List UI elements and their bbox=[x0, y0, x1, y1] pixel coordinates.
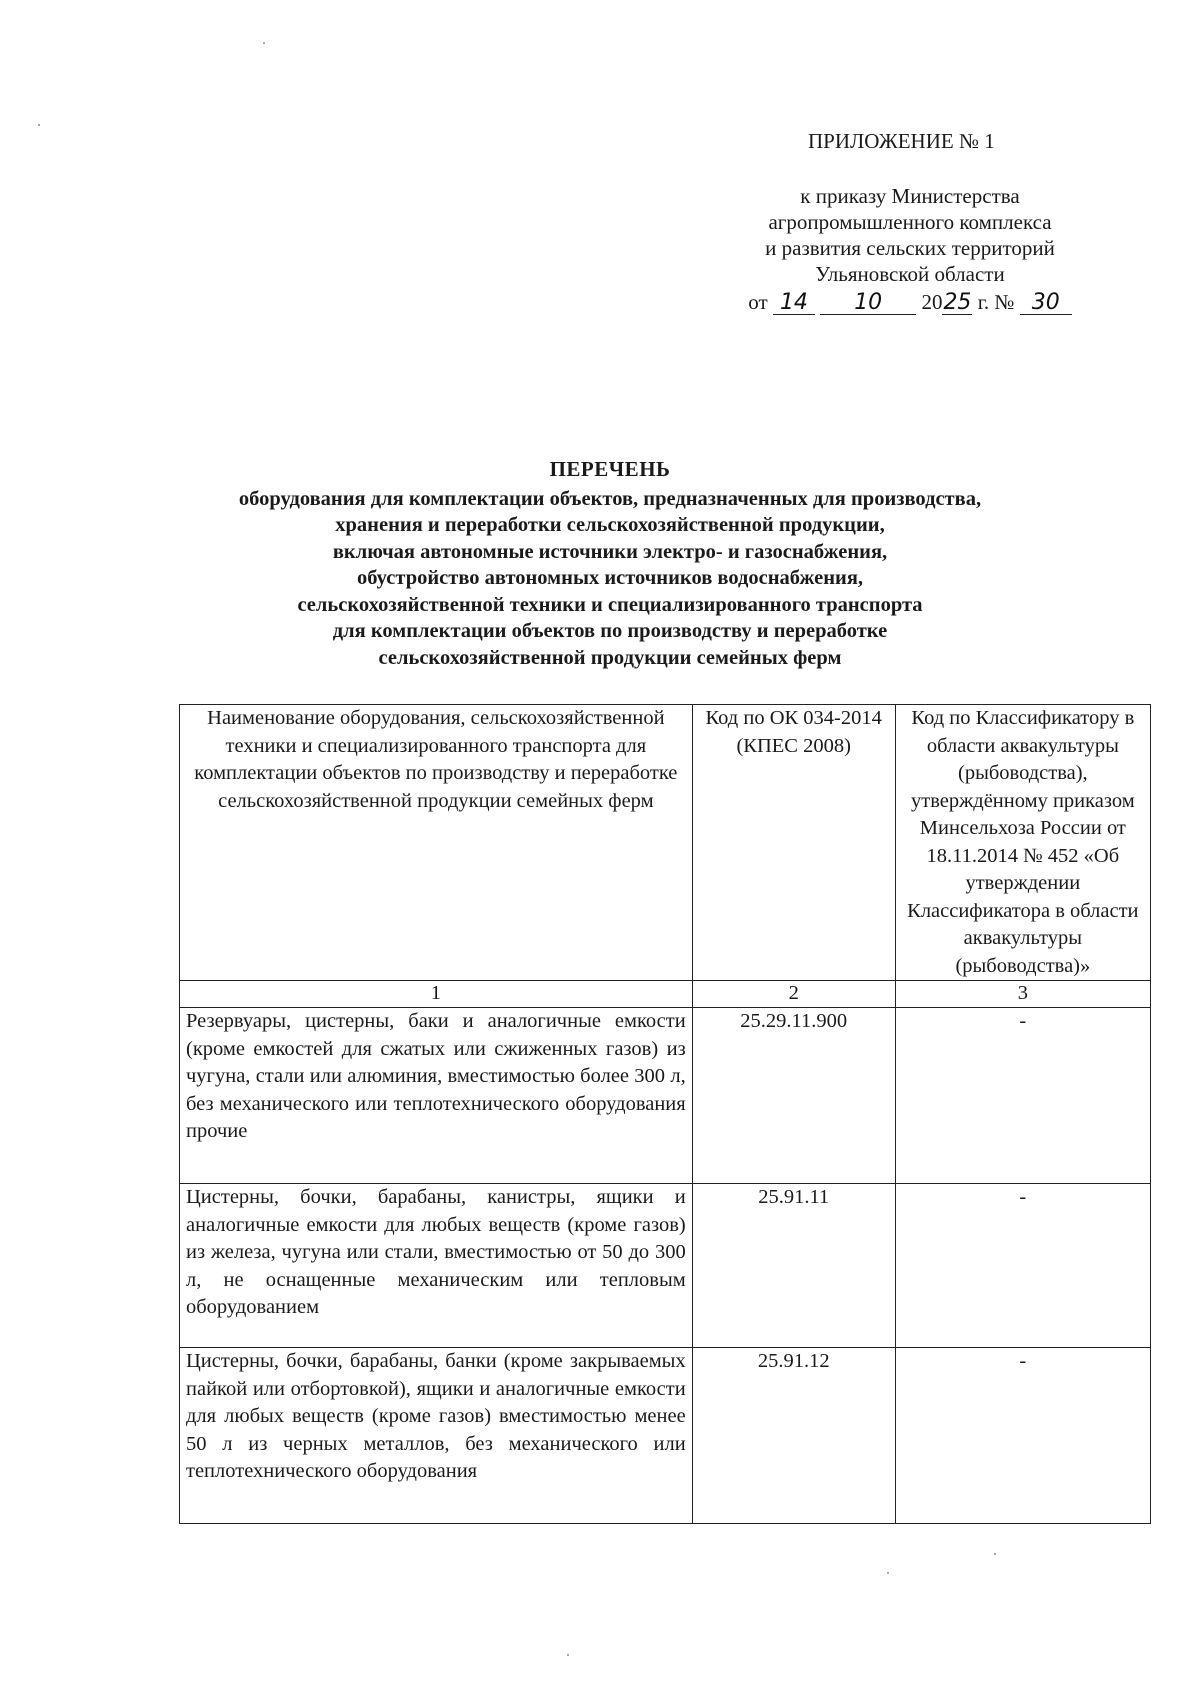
title-line: сельскохозяйственной техники и специализированного транспорта bbox=[297, 593, 923, 616]
title-line: для комплектации объектов по производству и переработке bbox=[332, 620, 888, 642]
title-line: оборудования для комплектации объектов, предназначенных для производства, bbox=[238, 487, 982, 510]
header-cell-aqua-code: Код по Классификатору в области аквакультуры (рыбоводства), утверждённому приказом Минсельхоза России от 18.11.2014 № 452 «Об утверждении Классификатора в области аквакультуры (рыбоводства)» bbox=[895, 705, 1150, 981]
handwritten-day: 14 bbox=[773, 292, 815, 315]
scan-speck bbox=[994, 1553, 996, 1555]
column-number: 3 bbox=[895, 981, 1150, 1008]
handwritten-month: 10 bbox=[820, 292, 916, 315]
aqua-code: - bbox=[895, 1348, 1150, 1524]
appendix-line: Ульяновской области bbox=[815, 262, 1005, 286]
appendix-title: ПРИЛОЖЕНИЕ № 1 bbox=[808, 129, 995, 153]
appendix-line: и развития сельских территорий bbox=[765, 236, 1055, 260]
okpd-code: 25.91.12 bbox=[692, 1348, 895, 1524]
handwritten-year: 25 bbox=[943, 290, 972, 315]
scan-speck bbox=[38, 124, 40, 126]
header-cell-name: Наименование оборудования, сельскохозяйственной техники и специализированного транспорта для комплектации объектов по производству и переработке сельскохозяйственной продукции семейных ферм bbox=[180, 705, 693, 981]
table-row bbox=[180, 1008, 1151, 1184]
table-header-row bbox=[180, 705, 1151, 981]
appendix-line: к приказу Министерства bbox=[800, 184, 1020, 208]
equipment-name: Резервуары, цистерны, баки и аналогичные емкости (кроме емкостей для сжатых или сжиженных газов) из чугуна, стали или алюминия, вместимостью более 300 л, без механического или теплотехнического оборудования прочие bbox=[180, 1008, 693, 1184]
equipment-name: Цистерны, бочки, барабаны, канистры, ящики и аналогичные емкости для любых веществ (кроме газов) из железа, чугуна или стали, вместимостью от 50 до 300 л, не оснащенные механическим или тепловым оборудованием bbox=[180, 1184, 693, 1348]
header-cell-okpd-code: Код по ОК 034-2014 (КПЕС 2008) bbox=[692, 705, 895, 981]
title-main: ПЕРЕЧЕНЬ bbox=[549, 457, 671, 481]
aqua-code: - bbox=[895, 1008, 1150, 1184]
table-row bbox=[180, 1184, 1151, 1348]
table-row bbox=[180, 1348, 1151, 1524]
okpd-code: 25.91.11 bbox=[692, 1184, 895, 1348]
title-line: хранения и переработки сельскохозяйственной продукции, bbox=[335, 514, 885, 536]
appendix-block bbox=[720, 128, 1100, 315]
order-date-line bbox=[720, 289, 1100, 315]
aqua-code: - bbox=[895, 1184, 1150, 1348]
appendix-line: агропромышленного комплекса bbox=[768, 210, 1052, 234]
scan-speck bbox=[887, 1572, 889, 1574]
date-prefix: от bbox=[748, 290, 768, 314]
year-prefix: 20 bbox=[921, 290, 943, 314]
column-number-row bbox=[180, 981, 1151, 1008]
okpd-code: 25.29.11.900 bbox=[692, 1008, 895, 1184]
title-line: обустройство автономных источников водоснабжения, bbox=[356, 567, 864, 589]
title-line: сельскохозяйственной продукции семейных ферм bbox=[378, 646, 842, 669]
title-line: включая автономные источники электро- и газоснабжения, bbox=[332, 540, 888, 563]
column-number: 1 bbox=[180, 981, 693, 1008]
equipment-name: Цистерны, бочки, барабаны, банки (кроме закрываемых пайкой или отбортовкой), ящики и аналогичные емкости для любых веществ (кроме газов) вместимостью менее 50 л из черных металлов, без механического или теплотехнического оборудования bbox=[180, 1348, 693, 1524]
scan-speck bbox=[567, 1654, 569, 1656]
year-word: г. № bbox=[977, 290, 1015, 314]
scan-speck bbox=[263, 42, 265, 44]
equipment-table bbox=[179, 704, 1151, 1524]
handwritten-order-number: 30 bbox=[1020, 292, 1072, 315]
column-number: 2 bbox=[692, 981, 895, 1008]
document-title bbox=[150, 456, 1070, 671]
